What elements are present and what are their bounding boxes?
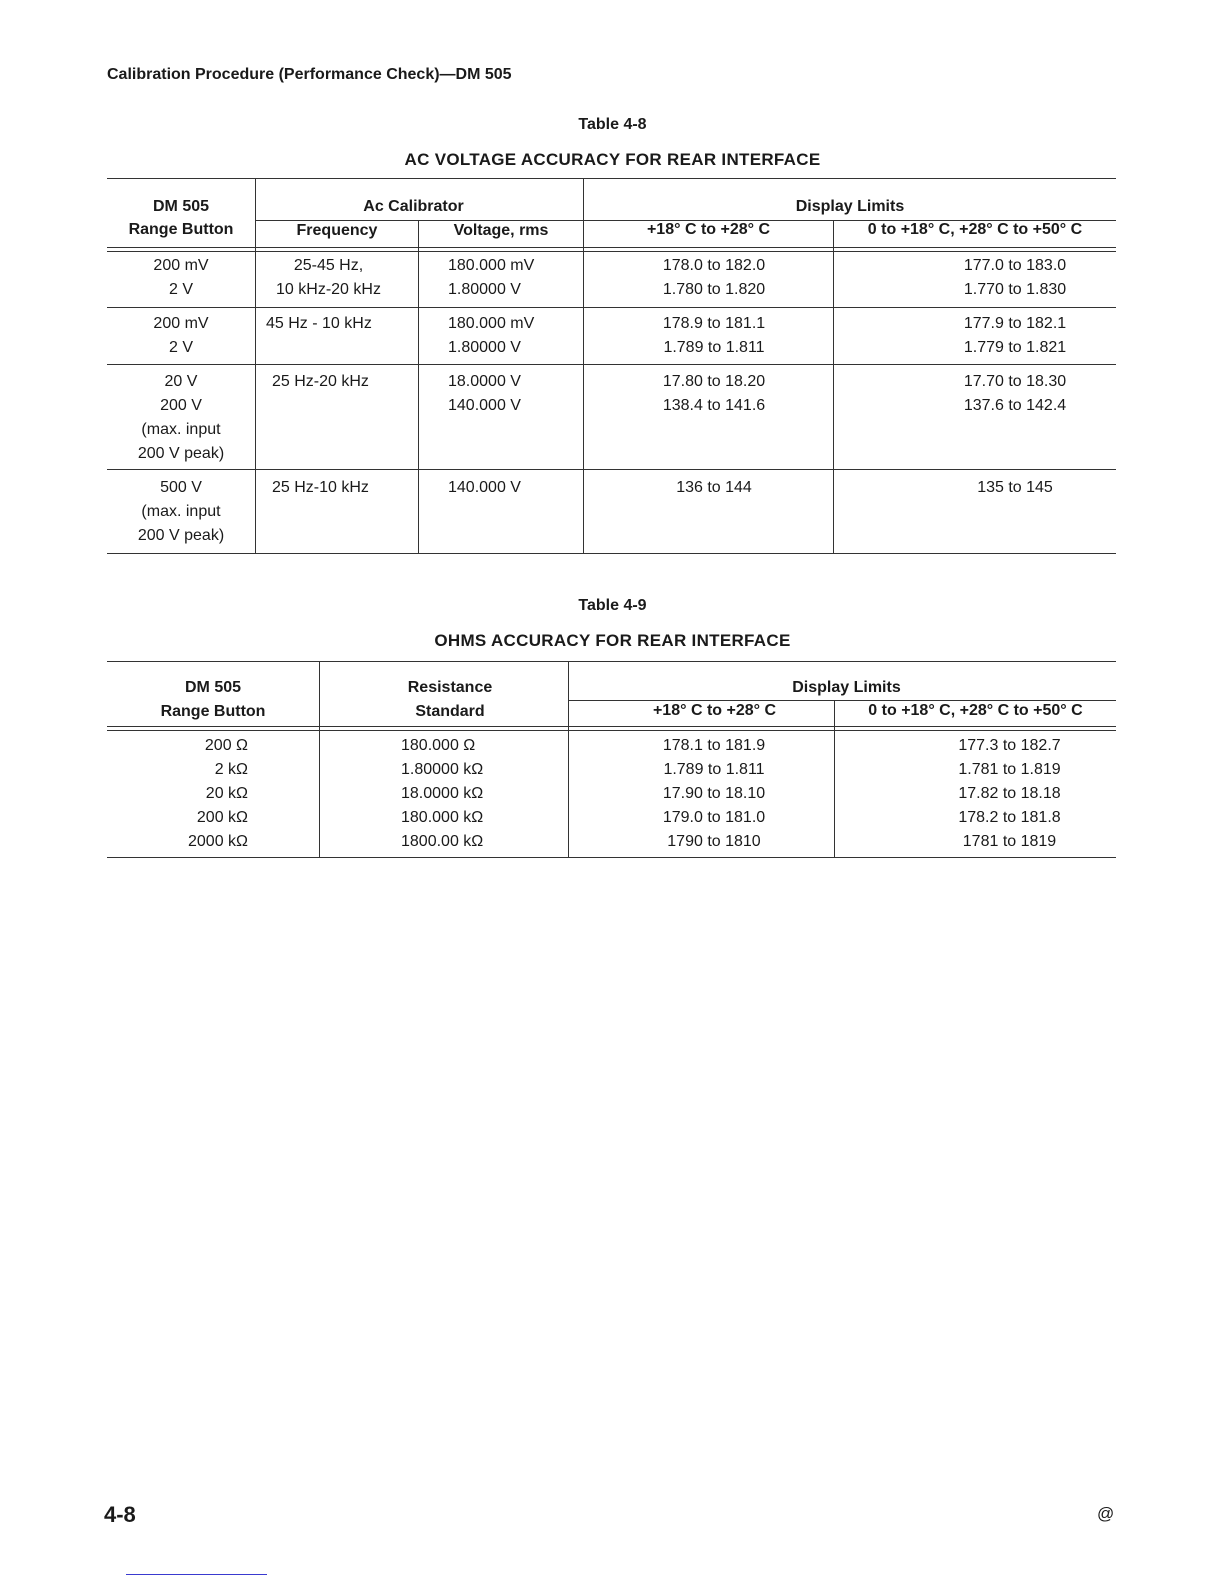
column-standard: 180.000 Ω 1.80000 kΩ 18.0000 kΩ 180.000 kΩ 1800.00 kΩ (401, 737, 484, 850)
header-range-line1: DM 505 (152, 198, 210, 215)
column-limit-a: 178.1 to 181.9 1.789 to 1.811 17.90 to 18.10 179.0 to 181.0 1790 to 1810 (662, 737, 766, 850)
cell-voltage: 180.000 mV 1.80000 V (448, 257, 535, 298)
cell-limit-b: 135 to 145 (977, 479, 1053, 496)
table-top-rule (107, 178, 1116, 179)
header-range-line2: Range Button (160, 703, 266, 720)
header-range-line2: Range Button (128, 221, 234, 238)
cell-frequency: 25 Hz-20 kHz (272, 373, 369, 390)
header-limit-a: +18° C to +28° C (646, 221, 771, 238)
cell-limit-a: 136 to 144 (676, 479, 752, 496)
header-limit-a: +18° C to +28° C (652, 702, 777, 719)
header-display-limits: Display Limits (795, 198, 905, 215)
header-display-limits: Display Limits (792, 679, 901, 696)
row-rule (107, 307, 1116, 308)
page-number: 4-8 (104, 1502, 136, 1527)
cell-range: 500 V (max. input 200 V peak) (137, 479, 225, 544)
row-rule (107, 364, 1116, 365)
header-limit-b: 0 to +18° C, +28° C to +50° C (868, 702, 1083, 719)
header-standard-line1: Resistance (407, 679, 493, 696)
cell-voltage: 140.000 V (448, 479, 521, 496)
column-rule (418, 220, 419, 553)
page-edge-link-line (126, 1574, 267, 1575)
cell-limit-b: 177.9 to 182.1 1.779 to 1.821 (963, 315, 1067, 356)
cell-limit-b: 177.0 to 183.0 1.770 to 1.830 (963, 257, 1067, 298)
cell-range: 20 V 200 V (max. input 200 V peak) (137, 373, 225, 462)
table-title: OHMS ACCURACY FOR REAR INTERFACE (434, 631, 791, 650)
header-double-rule (107, 726, 1116, 731)
cell-range: 200 mV 2 V (153, 315, 209, 356)
header-ac-calibrator: Ac Calibrator (363, 198, 464, 215)
cell-voltage: 180.000 mV 1.80000 V (448, 315, 535, 356)
cell-frequency: 25-45 Hz, 10 kHz-20 kHz (276, 257, 381, 298)
table-bottom-rule (107, 553, 1116, 554)
header-limit-b: 0 to +18° C, +28° C to +50° C (867, 221, 1083, 238)
table-number: Table 4-9 (578, 597, 647, 614)
header-frequency: Frequency (296, 222, 378, 239)
cell-voltage: 18.0000 V 140.000 V (448, 373, 521, 414)
header-range-line1: DM 505 (184, 679, 242, 696)
calibrator-subheader-rule (256, 220, 583, 221)
cell-range: 200 mV 2 V (153, 257, 209, 298)
cell-limit-a: 178.0 to 182.0 1.780 to 1.820 (662, 257, 766, 298)
column-limit-b: 177.3 to 182.7 1.781 to 1.819 17.82 to 18.18 178.2 to 181.8 1781 to 1819 (958, 737, 1061, 850)
column-range: 200 Ω 2 kΩ 20 kΩ 200 kΩ 2000 kΩ (188, 737, 248, 850)
cell-limit-a: 178.9 to 181.1 1.789 to 1.811 (662, 315, 766, 356)
row-rule (107, 469, 1116, 470)
table-title: AC VOLTAGE ACCURACY FOR REAR INTERFACE (404, 150, 821, 169)
publisher-mark: @ (1097, 1504, 1115, 1523)
display-limits-subheader-rule (569, 700, 1116, 701)
table-bottom-rule (107, 857, 1116, 858)
header-standard-line2: Standard (415, 703, 485, 720)
cell-limit-b: 17.70 to 18.30 137.6 to 142.4 (963, 373, 1067, 414)
cell-limit-a: 17.80 to 18.20 138.4 to 141.6 (662, 373, 766, 414)
table-number: Table 4-8 (578, 116, 647, 133)
running-head: Calibration Procedure (Performance Check)—DM 505 (107, 66, 512, 83)
cell-frequency: 45 Hz - 10 kHz (266, 315, 372, 332)
table-top-rule (107, 661, 1116, 662)
header-voltage: Voltage, rms (453, 222, 549, 239)
header-double-rule (107, 247, 1116, 252)
cell-frequency: 25 Hz-10 kHz (272, 479, 369, 496)
